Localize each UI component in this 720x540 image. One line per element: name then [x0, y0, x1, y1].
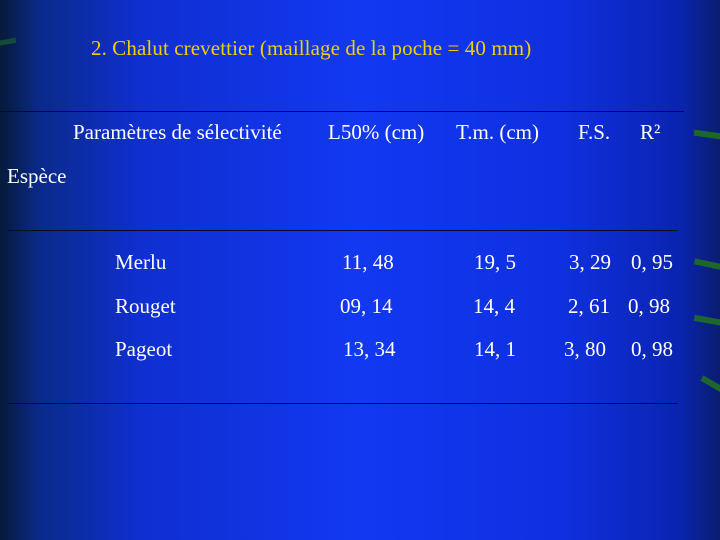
- fs-cell: 3, 29: [569, 250, 611, 274]
- column-header-r2: R²: [640, 120, 661, 144]
- table-top-rule: [0, 111, 684, 112]
- fs-cell: 2, 61: [568, 294, 610, 318]
- tm-cell: 14, 4: [473, 294, 515, 318]
- l50-cell: 09, 14: [340, 294, 393, 318]
- fs-cell: 3, 80: [564, 337, 606, 361]
- r2-cell: 0, 95: [631, 250, 673, 274]
- header-parameters-label: Paramètres de sélectivité: [73, 120, 282, 144]
- row-header-label: Espèce: [7, 164, 67, 188]
- l50-cell: 13, 34: [343, 337, 396, 361]
- decorative-stripe: [694, 315, 720, 327]
- species-cell: Merlu: [115, 250, 167, 274]
- column-header-l50: L50% (cm): [328, 120, 425, 144]
- decorative-stripe: [700, 375, 720, 394]
- species-cell: Pageot: [115, 337, 173, 361]
- column-header-fs: F.S.: [578, 120, 611, 144]
- l50-cell: 11, 48: [342, 250, 394, 274]
- decorative-stripe: [0, 38, 16, 47]
- table-header-rule: [8, 230, 678, 231]
- slide-title: 2. Chalut crevettier (maillage de la poche = 40 mm): [91, 36, 532, 60]
- column-header-tm: T.m. (cm): [456, 120, 539, 144]
- species-cell: Rouget: [115, 294, 176, 318]
- r2-cell: 0, 98: [628, 294, 670, 318]
- table-bottom-rule: [8, 403, 678, 404]
- tm-cell: 14, 1: [474, 337, 516, 361]
- decorative-stripe: [694, 258, 720, 271]
- decorative-stripe: [694, 130, 720, 141]
- r2-cell: 0, 98: [631, 337, 673, 361]
- tm-cell: 19, 5: [474, 250, 516, 274]
